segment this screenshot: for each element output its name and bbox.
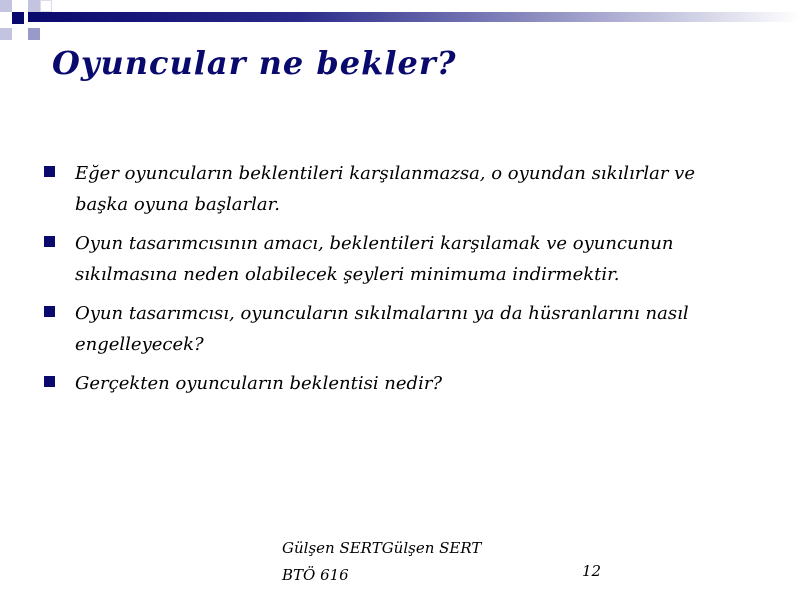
square-bullet-icon xyxy=(44,376,55,387)
decor-square xyxy=(28,0,40,12)
bullet-text: Gerçekten oyuncuların beklentisi nedir? xyxy=(75,373,443,394)
square-bullet-icon xyxy=(44,236,55,247)
square-bullet-icon xyxy=(44,166,55,177)
bullet-item xyxy=(44,368,744,399)
footer-course: BTÖ 616 xyxy=(282,566,349,584)
slide-title: Oyuncular ne bekler? xyxy=(52,44,457,82)
bullet-text: Eğer oyuncuların beklentileri karşılanmazsa, o oyundan sıkılırlar ve başka oyuna başlarlar. xyxy=(75,163,695,215)
decor-square xyxy=(0,0,12,12)
bullet-text: Oyun tasarımcısı, oyuncuların sıkılmalarını ya da hüsranlarını nasıl engelleyecek? xyxy=(75,303,689,355)
square-bullet-icon xyxy=(44,306,55,317)
page-number: 12 xyxy=(582,562,602,580)
decor-square xyxy=(0,28,12,40)
bullet-item xyxy=(44,158,744,220)
footer-author: Gülşen SERTGülşen SERT xyxy=(282,539,482,557)
bullet-item xyxy=(44,298,744,360)
bullet-list xyxy=(44,158,744,407)
bullet-text: Oyun tasarımcısının amacı, beklentileri karşılamak ve oyuncunun sıkılmasına neden olabilecek şeyleri minimuma indirmektir. xyxy=(75,233,674,285)
decor-square xyxy=(12,12,24,24)
bullet-item xyxy=(44,228,744,290)
decor-square xyxy=(28,28,40,40)
header-gradient-bar xyxy=(28,12,800,22)
decor-square xyxy=(40,0,52,12)
